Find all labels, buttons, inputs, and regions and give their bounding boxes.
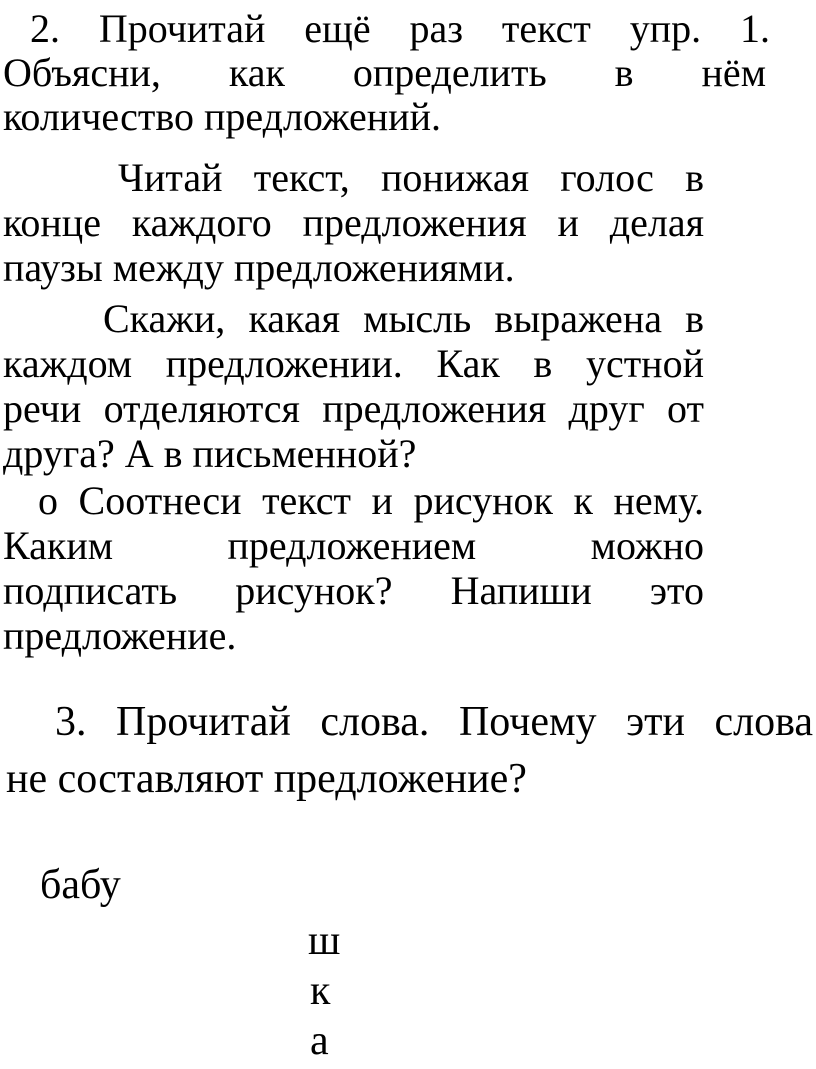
- letter-k: к: [310, 968, 331, 1014]
- para3-line2: Каким предложением можно: [3, 523, 704, 568]
- para2-line1: Скажи, какая мысль выражена в: [103, 296, 704, 341]
- task3-line2: не составляют предложение?: [6, 756, 527, 802]
- letter-sh: ш: [308, 918, 341, 964]
- para2-line4: друга? А в письменной?: [3, 431, 417, 476]
- para1-line2: конце каждого предложения и делая: [3, 200, 704, 245]
- task3-line1: 3. Прочитай слова. Почему эти слова: [55, 699, 813, 745]
- letter-a: а: [310, 1018, 329, 1064]
- para1-line3: паузы между предложениями.: [3, 245, 515, 290]
- para2-line2: каждом предложении. Как в устной: [3, 341, 704, 386]
- para3-line3: подписать рисунок? Напиши это: [3, 568, 704, 613]
- para3-line1: о Соотнеси текст и рисунок к нему.: [38, 478, 704, 523]
- word-babu: бабу: [40, 862, 121, 908]
- task2-line2: Объясни, как определить в нём: [3, 50, 766, 95]
- task2-line1: 2. Прочитай ещё раз текст упр. 1.: [30, 6, 770, 51]
- task2-line3: количество предложений.: [3, 94, 441, 139]
- para3-line4: предложение.: [3, 613, 237, 658]
- para1-line1: Читай текст, понижая голос в: [118, 155, 704, 200]
- para2-line3: речи отделяются предложения друг от: [3, 386, 704, 431]
